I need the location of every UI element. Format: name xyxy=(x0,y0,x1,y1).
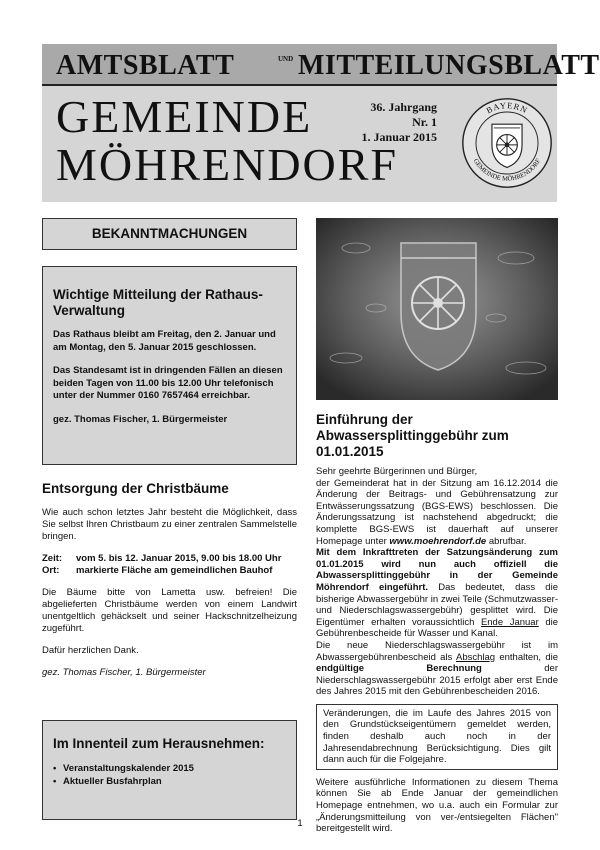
abwasser-p3a: Die neue Niederschlagswassergebühr ist im Abwassergebührenbescheid als xyxy=(316,639,558,663)
abwasser-paragraph-1 xyxy=(316,478,558,548)
rathaus-signature: gez. Thomas Fischer, 1. Bürgermeister xyxy=(53,413,228,425)
masthead-und: UND xyxy=(278,55,294,63)
rathaus-paragraph-1: Das Rathaus bleibt am Freitag, den 2. Januar und am Montag, den 5. Januar 2015 geschlossen. xyxy=(53,329,276,353)
abwasser-paragraph-3 xyxy=(316,640,558,698)
masthead-title-block xyxy=(42,86,557,202)
innenteil-list xyxy=(53,763,286,788)
christbaum-title: Entsorgung der Christbäume xyxy=(42,481,229,496)
abwasser-p3-bold: endgültige Berechnung xyxy=(316,663,482,675)
abwasser-greeting: Sehr geehrte Bürgerinnen und Bürger, xyxy=(316,466,478,477)
ort-value: markierte Fläche am gemeindlichen Bauhof xyxy=(76,565,273,576)
masthead-banner xyxy=(42,44,600,86)
abwasser-p1a: der Gemeinderat hat in der Sitzung am 16.12.2014 die Änderung der Beitrags- und Gebührensatzung zur Entwässerungssatzung (BGS-EWS) beschlossen. Die Änderungssatzung ist nachstehend abgedruckt; die komplette BGS-EWS ist dauerhaft auf unserer Homepage unter xyxy=(316,477,558,547)
issue-date: 1. Januar 2015 xyxy=(361,130,437,144)
section-header-bekanntmachungen: BEKANNTMACHUNGEN xyxy=(42,218,297,250)
issue-year: 36. Jahrgang xyxy=(370,100,437,114)
ort-label: Ort: xyxy=(42,565,60,576)
abwasser-p2-bold: Mit dem Inkrafttreten der Satzungsänderung zum 01.01.2015 wird nun auch offiziell die Abwassersplittinggebühr in der Gemeinde Möhrendorf eingeführt. xyxy=(316,547,558,593)
christbaum-article xyxy=(42,480,297,689)
zeit-label: Zeit: xyxy=(42,553,63,564)
page-number: 1 xyxy=(297,818,303,829)
homepage-link[interactable]: www.moehrendorf.de xyxy=(389,535,487,547)
abwasser-paragraph-4: Weitere ausführliche Informationen zu diesem Thema können Sie ab Ende Januar der gemeindlichen Homepage entnehmen, wo u.a. auch ein Formular zur „Änderungsmitteilung von ver-/entsiegelten Flächen" bereitgestellt wird. xyxy=(316,776,558,835)
municipal-seal-icon xyxy=(460,96,554,190)
seal-bottom-text: GEMEINDE MÖHRENDORF xyxy=(471,157,543,183)
christbaum-thanks: Dafür herzlichen Dank. xyxy=(42,645,139,656)
list-item: • Aktueller Busfahrplan xyxy=(53,776,286,789)
title-moehrendorf: MÖHRENDORF xyxy=(56,139,399,190)
abwasser-p1b: abrufbar. xyxy=(486,535,527,547)
abwasser-p3-underline: Abschlag xyxy=(456,651,496,663)
masthead-amtsblatt: AMTSBLATT xyxy=(56,50,235,81)
abwasser-p2b: die Gebührenbescheide für Wasser und Kanal. xyxy=(316,616,558,640)
zeit-value: vom 5. bis 12. Januar 2015, 9.00 bis 18.00 Uhr xyxy=(76,553,282,564)
issue-number: Nr. 1 xyxy=(412,115,437,129)
rathaus-title: Wichtige Mitteilung der Rathaus-Verwaltung xyxy=(53,287,263,318)
abwasser-article xyxy=(316,412,558,835)
rathaus-paragraph-2: Das Standesamt ist in dringenden Fällen an diesen beiden Tagen von 11.00 bis 12.00 Uhr telefonisch unter der Nummer 0160 7657464 erreichbar. xyxy=(53,365,283,401)
abwasser-p3b: enthalten, die xyxy=(495,651,558,663)
abwasser-title: Einführung der Abwassersplittinggebühr zum 01.01.2015 xyxy=(316,412,509,459)
abwasser-p3c: der Niederschlagswassergebühr 2015 erfolgt aber erst Ende des Jahres 2015 mit den Gebührenbescheiden 2016. xyxy=(316,663,558,698)
abwasser-notice-text: Veränderungen, die im Laufe des Jahres 2015 von den Grundstückseigentümern gemeldet werden, finden deshalb auch noch in der Jahresendabrechnung Berücksichtigung. Dies gilt dann auch für die Folgejahre. xyxy=(323,707,551,766)
abwasser-notice-box xyxy=(316,704,558,770)
christbaum-intro: Wie auch schon letztes Jahr besteht die Möglichkeit, dass Sie selbst Ihren Christbaum zu einer zentralen Sammelstelle bringen. xyxy=(42,507,297,542)
innenteil-box xyxy=(42,720,297,820)
rathaus-notice-box xyxy=(42,266,297,465)
masthead-mitteilungsblatt: MITTEILUNGSBLATT xyxy=(298,50,600,81)
christbaum-paragraph-2: Die Bäume bitte von Lametta usw. befreien! Die abgelieferten Christbäume werden von einem Landwirt unentgeltlich gehäckselt und seiner Hackschnitzelheizung zugeführt. xyxy=(42,587,297,634)
abwasser-paragraph-2 xyxy=(316,547,558,640)
abwasser-p2a: Das bedeutet, dass die bisherige Abwassergebühr in zwei Teile (Schmutzwasser- und Niederschlagswassergebühr) gesplittet wird. Die Eigentümer erhalten voraussichtlich xyxy=(316,581,558,628)
innenteil-title: Im Innenteil zum Herausnehmen: xyxy=(53,736,265,751)
list-item: • Veranstaltungskalender 2015 xyxy=(53,763,286,776)
abwasser-p2-underline: Ende Januar xyxy=(480,616,539,628)
seal-top-text: BAYERN xyxy=(484,100,530,116)
christbaum-schedule xyxy=(42,553,297,577)
coat-of-arms-water-photo xyxy=(316,218,558,400)
issue-info xyxy=(357,100,437,145)
christbaum-signature: gez. Thomas Fischer, 1. Bürgermeister xyxy=(42,667,206,678)
title-gemeinde: GEMEINDE xyxy=(56,91,313,142)
